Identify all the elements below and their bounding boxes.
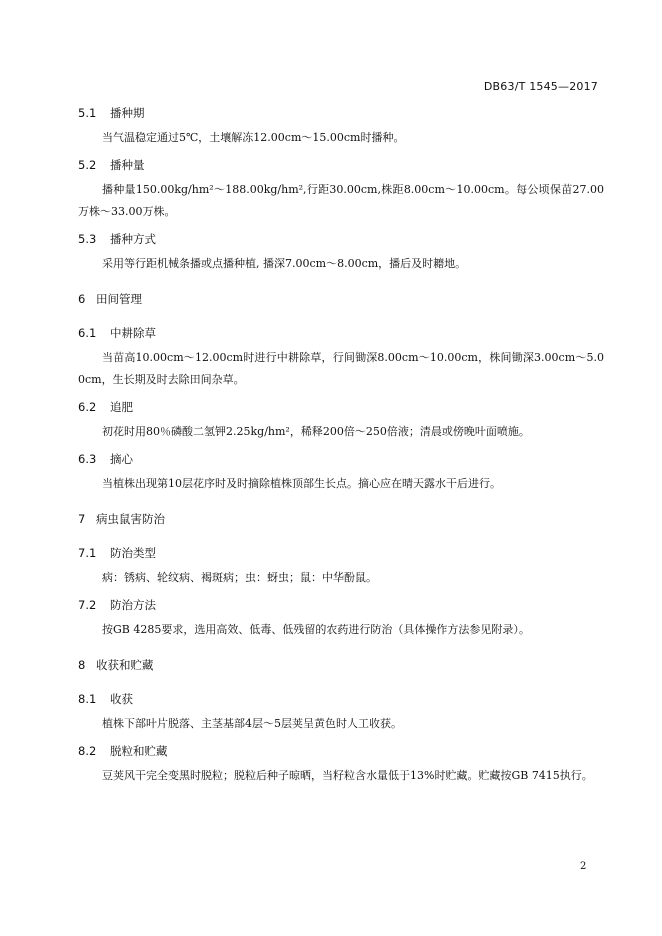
section-paragraph: 按GB 4285要求，选用高效、低毒、低残留的农药进行防治（具体操作方法参见附录）。	[102, 623, 530, 636]
section-number: 7.1	[78, 546, 97, 560]
section-number: 5.2	[78, 158, 97, 172]
section-paragraph: 初花时用80％磷酸二氢钾2.25kg/hm²，稀释200倍～250倍液；清晨或傍晚叶面喷施。	[102, 425, 530, 438]
section-paragraph: 豆荚风干完全变黑时脱粒；脱粒后种子晾晒，当籽粒含水量低于13%时贮藏。贮藏按GB 7415执行。	[102, 769, 593, 782]
section-number: 6.3	[78, 452, 97, 466]
section-paragraph: 当植株出现第10层花序时及时摘除植株顶部生长点。摘心应在晴天露水干后进行。	[102, 477, 501, 490]
chapter-heading	[78, 655, 604, 675]
section-heading	[78, 323, 604, 343]
section-heading	[78, 449, 604, 469]
chapter-heading	[78, 289, 604, 309]
chapter-number: 6	[78, 292, 86, 306]
section-paragraph: 病：锈病、轮纹病、褐斑病；虫：蚜虫；鼠：中华酚鼠。	[102, 571, 377, 584]
section-number: 6.1	[78, 326, 97, 340]
section-title: 收获	[110, 692, 133, 706]
section-title: 脱粒和贮藏	[110, 744, 168, 758]
section-number: 6.2	[78, 400, 97, 414]
section-heading	[78, 741, 604, 761]
section-number: 5.1	[78, 106, 97, 120]
section-number: 8.2	[78, 744, 97, 758]
section-number: 7.2	[78, 598, 97, 612]
document-code: DB63/T 1545—2017	[483, 80, 598, 93]
chapter-number: 8	[78, 658, 86, 672]
section-heading	[78, 397, 604, 417]
section-title: 防治方法	[110, 598, 156, 612]
section-heading	[78, 543, 604, 563]
section-heading	[78, 689, 604, 709]
section-paragraph: 采用等行距机械条播或点播种植, 播深7.00cm～8.00cm，播后及时耱地。	[102, 257, 467, 270]
section-number: 8.1	[78, 692, 97, 706]
section-title: 中耕除草	[110, 326, 156, 340]
section-heading	[78, 155, 604, 175]
section-paragraph: 当气温稳定通过5℃，土壤解冻12.00cm～15.00cm时播种。	[102, 131, 405, 144]
section-heading	[78, 103, 604, 123]
section-paragraph: 播种量150.00kg/hm²～188.00kg/hm²,行距30.00cm,株距8.00cm～10.00cm。每公顷保苗27.00万株～33.00万株。	[78, 183, 604, 218]
section-title: 播种期	[110, 106, 145, 120]
section-paragraph: 当苗高10.00cm～12.00cm时进行中耕除草，行间锄深8.00cm～10.00cm，株间锄深3.00cm～5.00cm，生长期及时去除田间杂草。	[78, 351, 604, 386]
chapter-title: 病虫鼠害防治	[96, 512, 165, 526]
section-title: 播种方式	[110, 232, 156, 246]
section-paragraph: 植株下部叶片脱落、主茎基部4层～5层荚呈黄色时人工收获。	[102, 717, 402, 730]
chapter-title: 收获和贮藏	[96, 658, 154, 672]
section-heading	[78, 595, 604, 615]
page-number: 2	[580, 861, 587, 872]
section-title: 防治类型	[110, 546, 156, 560]
chapter-number: 7	[78, 512, 86, 526]
section-number: 5.3	[78, 232, 97, 246]
section-title: 摘心	[110, 452, 133, 466]
section-heading	[78, 229, 604, 249]
chapter-heading	[78, 509, 604, 529]
document-body	[78, 101, 604, 787]
section-title: 追肥	[110, 400, 133, 414]
chapter-title: 田间管理	[96, 292, 142, 306]
section-title: 播种量	[110, 158, 145, 172]
